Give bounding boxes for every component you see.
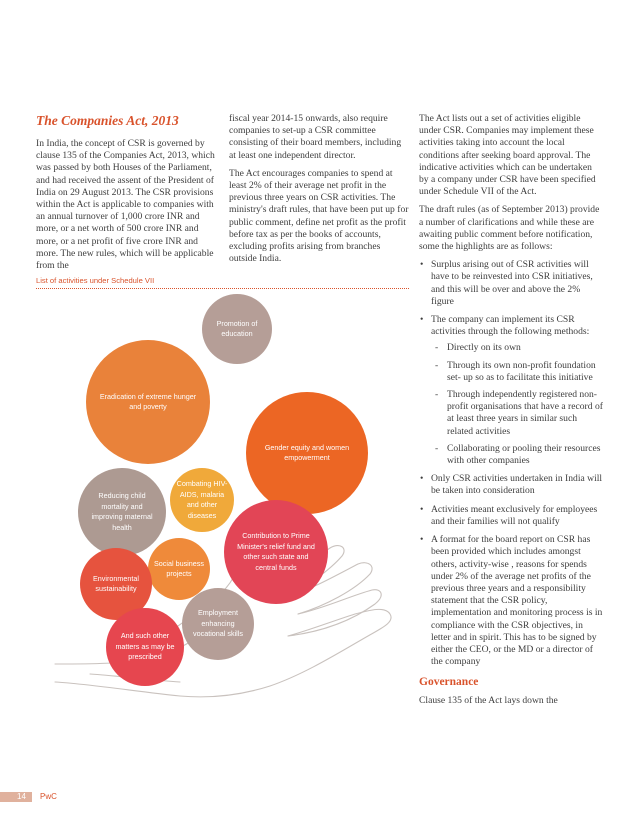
bubble-environmental-sustainability: Environmental sustainability bbox=[80, 548, 152, 620]
bubble-such-other-matters: And such other matters as may be prescribed bbox=[106, 608, 184, 686]
paragraph: The Act lists out a set of activities eligible under CSR. Companies may implement these activities taking into account the local conditions after seeking board approval. The indicative activities which can be undertaken by a company under CSR have been specified under Schedule VII of the Act. bbox=[419, 113, 596, 198]
column-right bbox=[419, 113, 603, 713]
column-left bbox=[36, 113, 218, 278]
paragraph: The Act encourages companies to spend at least 2% of their average net profit in the previous three years on CSR activities. The ministry's draft rules, that have been put up for public comment, define net profit as the profit before tax as per the books of accounts, excluding profits arising from branches outside India. bbox=[229, 167, 409, 265]
page-number: 14 bbox=[17, 792, 26, 801]
footer-page-tab bbox=[0, 792, 32, 802]
schedule-vii-illustration bbox=[30, 292, 410, 712]
footer-brand: PwC bbox=[40, 792, 57, 801]
paragraph: In India, the concept of CSR is governed by clause 135 of the Companies Act, 2013, which was passed by both Houses of the Parliament, and had received the assent of the President of India on 29 August 2013. The CSR provisions within the Act is applicable to companies with an annual turnover of 1,000 crore INR and more, or a net worth of 500 crore INR and more, or a net profit of five crore INR and more. The new rules, which will be applicable from the bbox=[36, 138, 215, 272]
bubble-eradication-of-hunger: Eradication of extreme hunger and poverty bbox=[86, 340, 210, 464]
bubble-combating-hiv-aids: Combating HIV-AIDS, malaria and other diseases bbox=[170, 468, 234, 532]
list-item: • A format for the board report on CSR has been provided which includes amongst others, activity-wise , reasons for spends under 2% of the average net profits of the previous three years and a responsibility statement that the CSR policy, implementation and monitoring process is in compliance with the CSR objectives, in letter and in spirit. This has to be signed by either the CEO, or the MD or a director of the company bbox=[419, 534, 603, 668]
list-item: • The company can implement its CSR activities through the following methods: - Directly on its own - Through its own non-profit foundation set- up so as to facilitate this initiative - Through independently registered non-profit organisations that have a record of at least three years in similar such related activities - Collaborating or pooling their resources with other companies bbox=[419, 314, 603, 467]
paragraph: The draft rules (as of September 2013) provide a number of clarifications and while these are awaiting public comment before notification, some the highlights are as follows: bbox=[419, 204, 600, 253]
section-heading-companies-act: The Companies Act, 2013 bbox=[36, 113, 179, 128]
list-item: - Collaborating or pooling their resources with other companies bbox=[431, 443, 603, 467]
dotted-divider bbox=[36, 288, 409, 289]
methods-list bbox=[431, 342, 603, 467]
bubble-social-business: Social business projects bbox=[148, 538, 210, 600]
paragraph: fiscal year 2014-15 onwards, also require companies to set-up a CSR committee consisting of their board members, including at least one independent director. bbox=[229, 113, 402, 161]
chart-caption: List of activities under Schedule VII bbox=[36, 276, 155, 285]
list-item: • Surplus arising out of CSR activities will have to be reinvested into CSR initiatives, and this will be over and above the 2% figure bbox=[419, 259, 603, 308]
list-item: • Only CSR activities undertaken in India will be taken into consideration bbox=[419, 473, 603, 497]
bubble-reducing-child-mortality: Reducing child mortality and improving maternal health bbox=[78, 468, 166, 556]
list-item: - Through its own non-profit foundation set- up so as to facilitate this initiative bbox=[431, 360, 603, 384]
bubble-promotion-of-education: Promotion of education bbox=[202, 294, 272, 364]
list-item: • Activities meant exclusively for employees and their families will not qualify bbox=[419, 504, 603, 528]
bubble-gender-equity: Gender equity and women empowerment bbox=[246, 392, 368, 514]
highlights-list bbox=[419, 259, 603, 668]
paragraph: Clause 135 of the Act lays down the bbox=[419, 694, 558, 706]
list-item: - Through independently registered non-profit organisations that have a record of at least three years in similar such related activities bbox=[431, 389, 603, 438]
section-heading-governance: Governance bbox=[419, 676, 479, 689]
bubble-employment-vocational-skills: Employment enhancing vocational skills bbox=[182, 588, 254, 660]
bubble-pm-relief-fund: Contribution to Prime Minister's relief fund and other such state and central funds bbox=[224, 500, 328, 604]
list-item: - Directly on its own bbox=[431, 342, 603, 354]
column-middle bbox=[229, 113, 409, 271]
